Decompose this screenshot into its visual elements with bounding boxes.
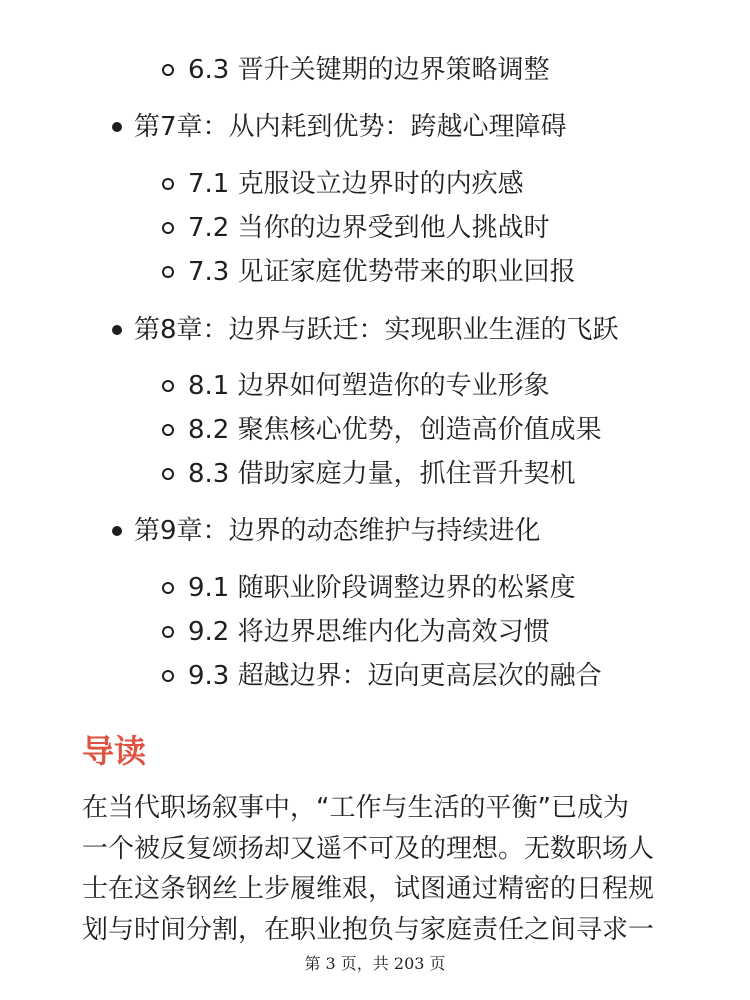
toc-section-label: 7.2 当你的边界受到他人挑战时 (188, 213, 550, 243)
intro-line: 一个被反复颂扬却又遥不可及的理想。无数职场人 (82, 833, 655, 864)
hollow-circle-bullet-icon (162, 424, 174, 436)
toc-chapter-label: 第7章：从内耗到优势：跨越心理障碍 (134, 112, 567, 142)
intro-line: 士在这条钢丝上步履维艰，试图通过精密的日程规 (82, 874, 655, 904)
hollow-circle-bullet-icon (162, 380, 174, 392)
intro-line: 在当代职场叙事中，“工作与生活的平衡”已成为 (82, 793, 629, 823)
filled-circle-bullet-icon (112, 122, 122, 132)
toc-section-label: 6.3 晋升关键期的边界策略调整 (188, 55, 550, 85)
toc-section-label: 9.1 随职业阶段调整边界的松紧度 (188, 573, 576, 603)
hollow-circle-bullet-icon (162, 468, 174, 480)
toc-chapter-label: 第9章：边界的动态维护与持续进化 (134, 516, 541, 546)
filled-circle-bullet-icon (112, 325, 122, 335)
intro-heading: 导读 (82, 732, 147, 770)
intro-line: 划与时间分割，在职业抱负与家庭责任之间寻求一 (82, 914, 655, 945)
hollow-circle-bullet-icon (162, 178, 174, 190)
toc-section-label: 9.3 超越边界：迈向更高层次的融合 (188, 661, 602, 691)
hollow-circle-bullet-icon (162, 64, 174, 76)
toc-section-label: 8.1 边界如何塑造你的专业形象 (188, 371, 550, 401)
hollow-circle-bullet-icon (162, 626, 174, 638)
intro-paragraph (82, 788, 672, 950)
hollow-circle-bullet-icon (162, 266, 174, 278)
toc-section-label: 8.2 聚焦核心优势，创造高价值成果 (188, 415, 602, 445)
toc-chapter-label: 第8章：边界与跃迁：实现职业生涯的飞跃 (134, 315, 619, 345)
hollow-circle-bullet-icon (162, 222, 174, 234)
toc-section-label: 9.2 将边界思维内化为高效习惯 (188, 617, 550, 647)
page-footer (0, 952, 750, 976)
hollow-circle-bullet-icon (162, 582, 174, 594)
page-number: 第 3 页，共 203 页 (304, 954, 446, 973)
filled-circle-bullet-icon (112, 526, 122, 536)
toc-section-label: 8.3 借助家庭力量，抓住晋升契机 (188, 459, 576, 489)
hollow-circle-bullet-icon (162, 670, 174, 682)
toc-section-label: 7.3 见证家庭优势带来的职业回报 (188, 257, 576, 287)
toc-section-label: 7.1 克服设立边界时的内疚感 (188, 169, 524, 199)
